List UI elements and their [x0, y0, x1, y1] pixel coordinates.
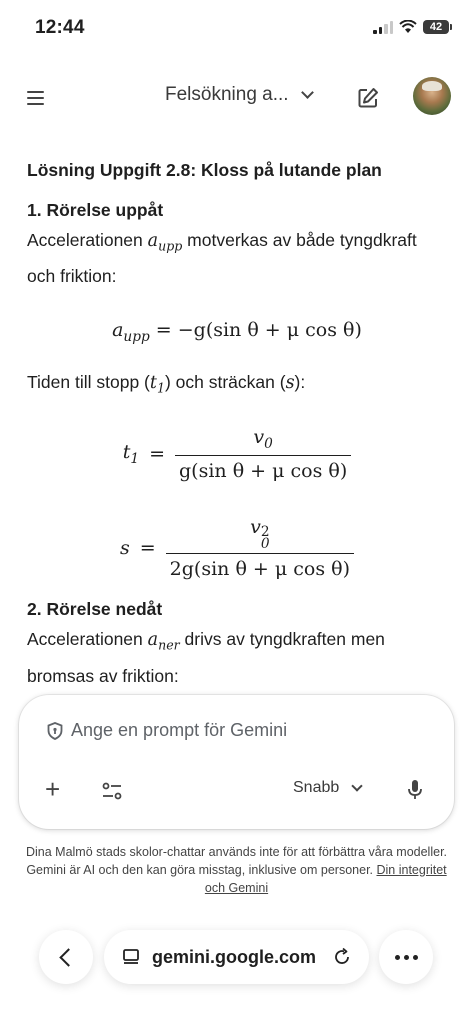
eq-lhs: t	[122, 440, 131, 463]
math-var: s	[285, 373, 295, 394]
math-sub: 1	[156, 380, 165, 396]
wifi-icon	[399, 20, 417, 34]
tabs-icon	[122, 948, 140, 966]
text-fragment: drivs av tyngdkraften men bromsas av friktion:	[27, 629, 385, 686]
text-fragment: Accelerationen	[27, 629, 148, 650]
eq-lhs-sub: 1	[130, 450, 140, 467]
num-var: v	[250, 515, 261, 538]
battery-icon: 42	[423, 20, 449, 34]
app-header	[0, 70, 473, 126]
math-var: a	[147, 231, 159, 251]
numerator	[249, 426, 276, 455]
chevron-down-icon	[301, 86, 314, 99]
edit-icon[interactable]	[356, 86, 380, 110]
eq-equals: =	[149, 442, 166, 465]
denominator: g(sin θ + μ cos θ)	[175, 455, 351, 482]
text-fragment: ):	[294, 372, 306, 393]
reload-icon[interactable]	[332, 947, 352, 967]
url-text: gemini.google.com	[152, 946, 317, 967]
back-button[interactable]	[39, 930, 93, 984]
response-heading: Lösning Uppgift 2.8: Kloss på lutande plan	[27, 160, 382, 180]
status-icons	[373, 20, 449, 34]
section-1-title: 1. Rörelse uppåt	[27, 200, 164, 220]
text-fragment: motverkas av både tyngdkraft och friktion:	[27, 230, 417, 287]
more-icon[interactable]	[379, 930, 433, 984]
mode-label: Snabb	[293, 779, 340, 796]
text-fragment: Accelerationen	[27, 230, 148, 250]
num-var: v	[253, 425, 265, 448]
eq-rhs: = −g(sin θ + μ cos θ)	[149, 319, 362, 342]
mic-icon[interactable]	[408, 779, 422, 801]
equation-acceleration-up	[27, 319, 447, 353]
fraction	[166, 516, 354, 581]
section-2-title: 2. Rörelse nedåt	[27, 599, 163, 620]
privacy-link[interactable]: Din integritet och Gemini	[204, 863, 447, 895]
eq-lhs: a	[112, 319, 124, 342]
disclaimer	[20, 843, 453, 897]
section-2-text	[27, 624, 447, 690]
menu-icon[interactable]	[22, 84, 50, 112]
math-sub: upp	[158, 238, 183, 254]
section-1-text	[27, 225, 447, 291]
plus-icon[interactable]: +	[45, 774, 61, 804]
num-sub: 0	[260, 536, 270, 553]
chevron-down-icon	[352, 780, 363, 791]
equation-time	[27, 426, 447, 482]
fraction	[175, 426, 351, 482]
status-time: 12:44	[35, 17, 85, 38]
model-mode-dropdown[interactable]	[293, 779, 361, 797]
numerator	[246, 516, 273, 554]
response-content	[27, 155, 447, 691]
eq-lhs-sub: upp	[123, 329, 150, 346]
num-sup: 2	[260, 524, 270, 541]
conversation-title: Felsökning a...	[165, 84, 289, 105]
math-var: a	[147, 630, 159, 651]
prompt-input[interactable]	[47, 720, 287, 741]
shield-icon	[47, 722, 63, 740]
disclaimer-text: Dina Malmö stads skolor-chattar används inte för att förbättra våra modeller. Gemini är AI och den kan göra misstag, inklusive om personer.	[25, 845, 448, 877]
section-1-text-2	[27, 367, 447, 403]
avatar[interactable]	[413, 77, 451, 115]
conversation-title-button[interactable]	[165, 84, 312, 106]
prompt-box	[19, 695, 454, 829]
status-bar	[0, 0, 473, 56]
tools-icon[interactable]	[101, 781, 123, 801]
math-sub: ner	[158, 637, 180, 653]
math-var: t	[149, 373, 157, 394]
text-fragment: Tiden till stopp (	[27, 372, 150, 393]
equation-distance	[27, 516, 447, 581]
denominator: 2g(sin θ + μ cos θ)	[166, 553, 354, 580]
eq-equals: =	[139, 536, 156, 559]
url-bar[interactable]	[104, 930, 369, 984]
eq-lhs: s	[119, 536, 130, 559]
back-icon	[59, 948, 77, 966]
num-sub: 0	[264, 435, 273, 452]
text-fragment: ) och sträckan (	[164, 372, 286, 393]
cellular-signal-icon	[373, 21, 393, 34]
prompt-placeholder: Ange en prompt för Gemini	[71, 720, 288, 740]
